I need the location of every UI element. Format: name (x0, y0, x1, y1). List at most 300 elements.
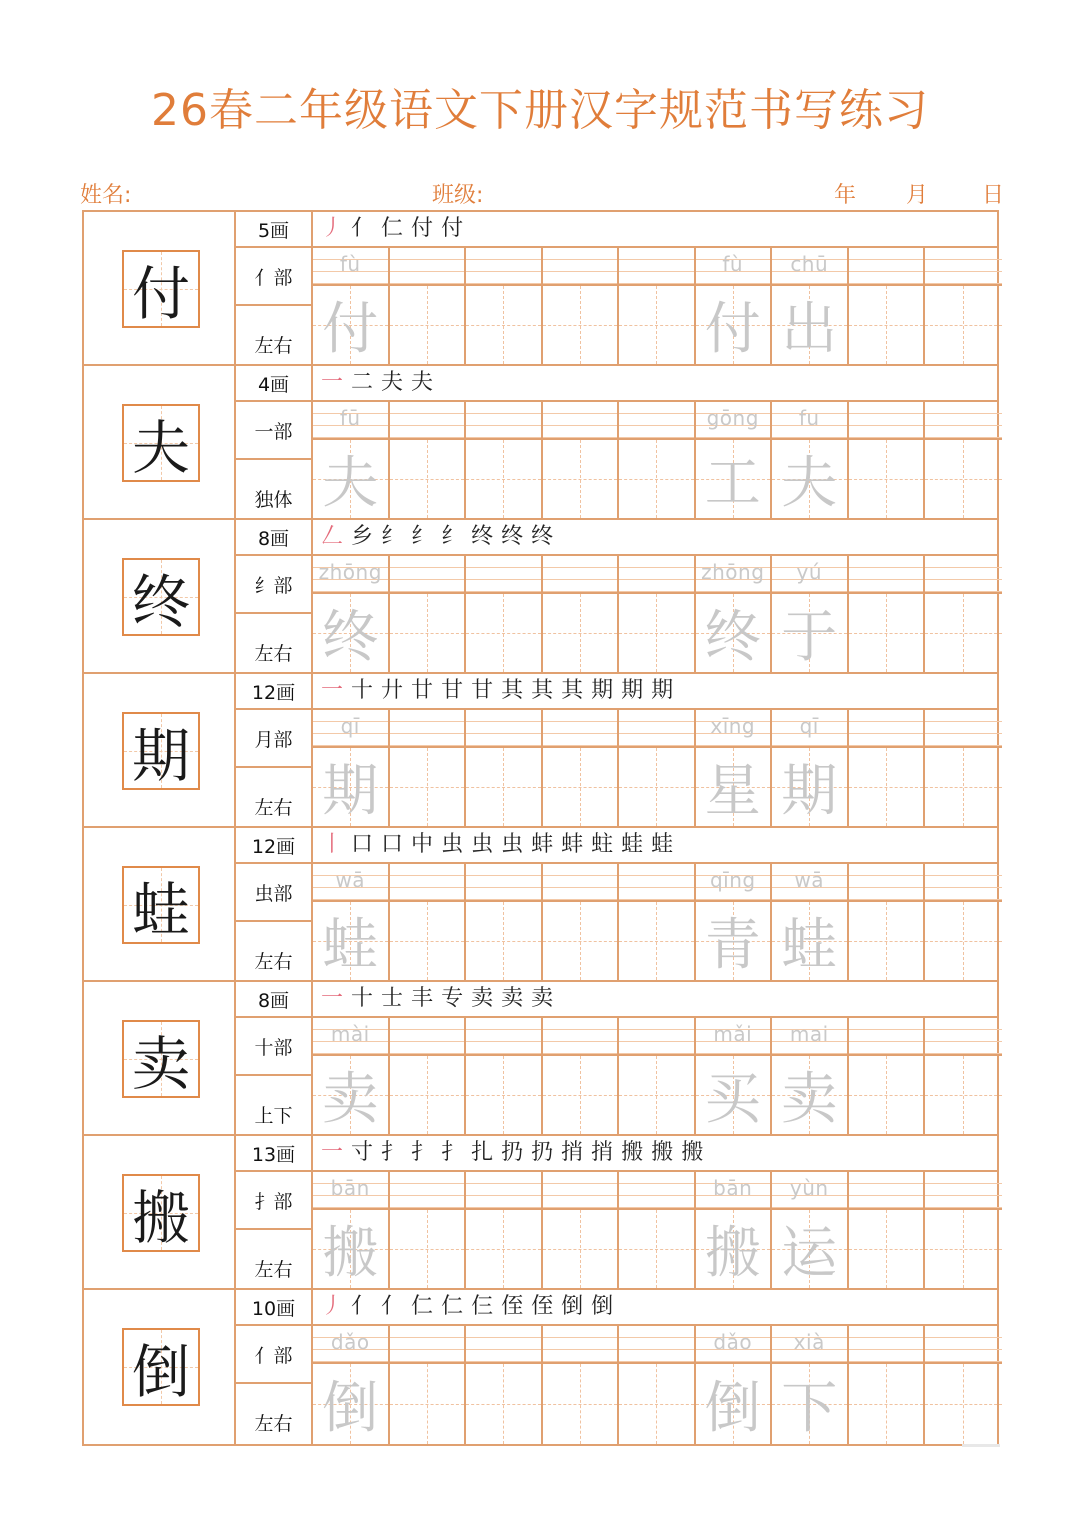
writing-cell[interactable] (390, 1172, 467, 1288)
trace-character: 搬 (322, 1221, 379, 1286)
pinyin-lines (466, 710, 541, 748)
pinyin-lines (543, 710, 618, 748)
writing-cell[interactable] (849, 1018, 926, 1134)
stroke-order-step: 廿 (411, 678, 434, 703)
writing-cell[interactable] (772, 402, 849, 518)
writing-cell[interactable] (849, 1326, 926, 1444)
trace-character: 倒 (322, 1376, 379, 1441)
pinyin-lines (619, 1018, 694, 1056)
writing-cell[interactable] (619, 402, 696, 518)
writing-cell[interactable] (313, 864, 390, 980)
trace-character (849, 594, 924, 672)
trace-character: 期 (781, 759, 838, 824)
tian-grid (313, 440, 388, 518)
writing-cell[interactable] (772, 864, 849, 980)
model-character: 付 (131, 260, 190, 328)
writing-cell[interactable] (696, 710, 773, 826)
model-character-box (122, 1328, 200, 1406)
writing-cell[interactable] (390, 402, 467, 518)
trace-character (543, 594, 618, 672)
writing-cell[interactable] (543, 248, 620, 364)
stroke-order-step: 搬 (621, 1140, 644, 1165)
writing-cell[interactable] (466, 402, 543, 518)
writing-cell[interactable] (313, 248, 390, 364)
tian-grid (696, 748, 771, 826)
tian-grid (390, 286, 465, 364)
tian-grid (313, 1056, 388, 1134)
stroke-order-step: 纟 (441, 524, 464, 549)
pinyin-text: qīng (709, 868, 756, 892)
trace-character (543, 748, 618, 826)
stroke-order-step: 侄 (531, 1294, 554, 1319)
stroke-order-step: 甘 (471, 678, 494, 703)
writing-cell[interactable] (466, 1326, 543, 1444)
pinyin-text: qī (340, 714, 360, 738)
pinyin-lines (772, 402, 847, 440)
trace-character (619, 286, 694, 364)
tian-grid (849, 748, 924, 826)
writing-cell[interactable] (772, 710, 849, 826)
model-character: 倒 (131, 1338, 190, 1406)
writing-cells (313, 864, 997, 980)
writing-cell[interactable] (619, 248, 696, 364)
trace-character (466, 286, 541, 364)
pinyin-text: bān (713, 1176, 753, 1200)
pinyin-text: gōng (706, 406, 759, 430)
radical-label: 虫部 (236, 864, 311, 922)
writing-cell[interactable] (696, 1326, 773, 1444)
tian-grid (466, 1056, 541, 1134)
trace-character (925, 748, 1002, 826)
trace-character (925, 1364, 1002, 1444)
trace-character (390, 440, 465, 518)
tian-grid (543, 1364, 618, 1444)
trace-character: 于 (781, 605, 838, 670)
writing-cell[interactable] (543, 710, 620, 826)
stroke-order-step: 丨 (321, 832, 344, 857)
tian-grid (313, 1210, 388, 1288)
model-character-cell (84, 366, 236, 518)
pinyin-text: dǎo (713, 1330, 753, 1354)
writing-cell[interactable] (619, 864, 696, 980)
writing-cell[interactable] (849, 556, 926, 672)
tian-grid (925, 440, 1002, 518)
stroke-count: 4画 (236, 366, 311, 402)
stroke-order-step: 付 (441, 216, 464, 241)
model-character-box (122, 558, 200, 636)
pinyin-lines (849, 1172, 924, 1210)
tian-grid (772, 594, 847, 672)
writing-cell[interactable] (772, 1172, 849, 1288)
trace-character (466, 1364, 541, 1444)
writing-cell[interactable] (313, 556, 390, 672)
writing-cell[interactable] (696, 864, 773, 980)
trace-character (849, 440, 924, 518)
tian-grid (849, 286, 924, 364)
writing-cell[interactable] (925, 710, 1002, 826)
writing-cell[interactable] (696, 248, 773, 364)
writing-cell[interactable] (390, 1018, 467, 1134)
writing-cell[interactable] (696, 556, 773, 672)
trace-character: 付 (322, 297, 379, 362)
writing-cell[interactable] (619, 1018, 696, 1134)
pinyin-lines (619, 710, 694, 748)
trace-character: 期 (322, 759, 379, 824)
stroke-order-step: 倒 (591, 1294, 614, 1319)
model-character-cell (84, 982, 236, 1134)
writing-cell[interactable] (619, 710, 696, 826)
trace-character: 运 (781, 1221, 838, 1286)
stroke-order-step: 口 (381, 832, 404, 857)
tian-grid (619, 440, 694, 518)
model-character: 搬 (131, 1184, 190, 1252)
stroke-order-step: 廾 (381, 678, 404, 703)
pinyin-text: xīng (710, 714, 756, 738)
writing-cell[interactable] (696, 1172, 773, 1288)
stroke-order-step: 十 (351, 678, 374, 703)
stroke-order-step: 夫 (411, 370, 434, 395)
trace-character (390, 594, 465, 672)
pinyin-lines (543, 402, 618, 440)
stroke-order-step: 纟 (381, 524, 404, 549)
pinyin-lines (619, 864, 694, 902)
writing-cell[interactable] (313, 1172, 390, 1288)
tian-grid (543, 748, 618, 826)
pinyin-text: bān (330, 1176, 370, 1200)
model-character: 蛙 (131, 876, 190, 944)
tian-grid (619, 1210, 694, 1288)
pinyin-lines (849, 710, 924, 748)
pinyin-lines (543, 556, 618, 594)
practice-area (313, 828, 997, 980)
writing-cell[interactable] (466, 710, 543, 826)
writing-cell[interactable] (543, 1018, 620, 1134)
writing-cells (313, 1326, 997, 1444)
pinyin-lines (925, 1172, 1002, 1210)
stroke-order-step: 其 (531, 678, 554, 703)
stroke-order-step: 虫 (441, 832, 464, 857)
trace-character: 付 (704, 297, 761, 362)
stroke-order-step: 一 (321, 678, 344, 703)
pinyin-lines (772, 1326, 847, 1364)
stroke-order-step: 其 (561, 678, 584, 703)
tian-grid (543, 1210, 618, 1288)
radical-label: 一部 (236, 402, 311, 460)
pinyin-lines (313, 1018, 388, 1056)
character-info (236, 1136, 313, 1288)
stroke-order-step: 虫 (471, 832, 494, 857)
stroke-order-row (313, 982, 997, 1018)
pinyin-lines (772, 248, 847, 286)
pinyin-lines (466, 1326, 541, 1364)
writing-cell[interactable] (543, 1172, 620, 1288)
writing-cell[interactable] (390, 556, 467, 672)
structure-label: 左右 (254, 1259, 293, 1281)
writing-cell[interactable] (390, 1326, 467, 1444)
writing-cell[interactable] (466, 556, 543, 672)
writing-cell[interactable] (849, 1172, 926, 1288)
trace-character (543, 1210, 618, 1288)
pinyin-lines (390, 248, 465, 286)
pinyin-lines (619, 556, 694, 594)
stroke-order-step: 𠃋 (321, 524, 344, 549)
trace-character: 终 (322, 605, 379, 670)
writing-cell[interactable] (849, 248, 926, 364)
character-block (84, 520, 997, 674)
tian-grid (696, 1364, 771, 1444)
writing-cell[interactable] (619, 1172, 696, 1288)
pinyin-lines (313, 710, 388, 748)
trace-character (849, 286, 924, 364)
pinyin-lines (849, 248, 924, 286)
practice-area (313, 520, 997, 672)
stroke-order-step: 口 (351, 832, 374, 857)
stroke-order-step: 虫 (501, 832, 524, 857)
writing-cell[interactable] (466, 1018, 543, 1134)
radical-label: 扌部 (236, 1172, 311, 1230)
stroke-order-row (313, 828, 997, 864)
pinyin-lines (925, 556, 1002, 594)
pinyin-lines (543, 864, 618, 902)
trace-character (925, 286, 1002, 364)
tian-grid (849, 440, 924, 518)
writing-cell[interactable] (313, 710, 390, 826)
writing-cell[interactable] (696, 1018, 773, 1134)
writing-cell[interactable] (925, 1018, 1002, 1134)
tian-grid (925, 286, 1002, 364)
trace-character (849, 902, 924, 980)
pinyin-text: fù (722, 252, 744, 276)
pinyin-text: fu (798, 406, 820, 430)
writing-cell[interactable] (619, 1326, 696, 1444)
pinyin-text: qī (799, 714, 819, 738)
month-label: 月 (906, 183, 929, 208)
tian-grid (390, 440, 465, 518)
stroke-order-step: 丿 (321, 216, 344, 241)
tian-grid (619, 594, 694, 672)
trace-character (619, 440, 694, 518)
pinyin-lines (849, 864, 924, 902)
pinyin-lines (390, 1326, 465, 1364)
pinyin-lines (466, 1172, 541, 1210)
pinyin-lines (619, 402, 694, 440)
tian-grid (925, 1364, 1002, 1444)
trace-character: 卖 (322, 1067, 379, 1132)
stroke-order-step: 仨 (471, 1294, 494, 1319)
pinyin-lines (390, 1172, 465, 1210)
pinyin-lines (313, 556, 388, 594)
tian-grid (925, 1056, 1002, 1134)
tian-grid (466, 902, 541, 980)
practice-area (313, 212, 997, 364)
practice-area (313, 1290, 997, 1444)
practice-sheet (82, 210, 999, 1446)
character-block (84, 674, 997, 828)
tian-grid (696, 902, 771, 980)
stroke-order-step: 扌 (441, 1140, 464, 1165)
trace-character (466, 748, 541, 826)
writing-cell[interactable] (313, 1018, 390, 1134)
stroke-order-step: 仁 (381, 216, 404, 241)
stroke-order-step: 扎 (471, 1140, 494, 1165)
writing-cell[interactable] (543, 1326, 620, 1444)
tian-grid (696, 1210, 771, 1288)
stroke-order-row (313, 674, 997, 710)
stroke-order-step: 十 (351, 986, 374, 1011)
tian-grid (849, 902, 924, 980)
pinyin-lines (849, 1326, 924, 1364)
tian-grid (313, 1364, 388, 1444)
trace-character (543, 440, 618, 518)
tian-grid (390, 594, 465, 672)
trace-character (390, 1056, 465, 1134)
pinyin-text: yùn (789, 1176, 829, 1200)
writing-cell[interactable] (772, 556, 849, 672)
pinyin-text: mài (330, 1022, 370, 1046)
page-title: 26春二年级语文下册汉字规范书写练习 (151, 85, 929, 136)
stroke-count: 13画 (236, 1136, 311, 1172)
class-label: 班级: (432, 183, 484, 208)
model-character-box (122, 404, 200, 482)
year-label: 年 (834, 183, 857, 208)
stroke-order-step: 终 (471, 524, 494, 549)
tian-grid (466, 1364, 541, 1444)
pinyin-lines (696, 710, 771, 748)
trace-character: 蛙 (322, 913, 379, 978)
writing-cell[interactable] (849, 710, 926, 826)
stroke-order-step: 纟 (411, 524, 434, 549)
writing-cell[interactable] (772, 248, 849, 364)
trace-character (619, 902, 694, 980)
stroke-order-step: 蛙 (651, 832, 674, 857)
model-character: 夫 (131, 414, 190, 482)
stroke-count: 12画 (236, 674, 311, 710)
stroke-order-step: 蛙 (621, 832, 644, 857)
stroke-count: 5画 (236, 212, 311, 248)
pinyin-lines (925, 402, 1002, 440)
tian-grid (925, 1210, 1002, 1288)
writing-cell[interactable] (466, 864, 543, 980)
tian-grid (543, 1056, 618, 1134)
writing-cell[interactable] (849, 402, 926, 518)
pinyin-text: fū (339, 406, 361, 430)
stroke-order-step: 士 (381, 986, 404, 1011)
tian-grid (466, 286, 541, 364)
character-info (236, 212, 313, 364)
writing-cell[interactable] (696, 402, 773, 518)
stroke-order-step: 仁 (441, 1294, 464, 1319)
pinyin-text: fù (339, 252, 361, 276)
tian-grid (313, 594, 388, 672)
pinyin-lines (849, 402, 924, 440)
pinyin-text: zhōng (318, 560, 382, 584)
tian-grid (772, 286, 847, 364)
writing-cell[interactable] (390, 710, 467, 826)
structure-label: 左右 (254, 335, 293, 357)
practice-area (313, 982, 997, 1134)
writing-cell[interactable] (543, 556, 620, 672)
stroke-count: 12画 (236, 828, 311, 864)
pinyin-lines (543, 1172, 618, 1210)
tian-grid (772, 440, 847, 518)
stroke-order-step: 期 (651, 678, 674, 703)
pinyin-lines (925, 1018, 1002, 1056)
trace-character: 工 (704, 451, 761, 516)
model-character: 终 (131, 568, 190, 636)
writing-cell[interactable] (466, 1172, 543, 1288)
character-block (84, 366, 997, 520)
pinyin-lines (696, 248, 771, 286)
pinyin-text: yú (796, 560, 822, 584)
trace-character (925, 1056, 1002, 1134)
footer-mark (962, 1444, 1000, 1447)
tian-grid (466, 1210, 541, 1288)
writing-cell[interactable] (925, 402, 1002, 518)
writing-cell[interactable] (772, 1326, 849, 1444)
trace-character (543, 1364, 618, 1444)
stroke-order-step: 中 (411, 832, 434, 857)
stroke-order-step: 搬 (681, 1140, 704, 1165)
tian-grid (543, 440, 618, 518)
pinyin-lines (390, 710, 465, 748)
stroke-order-step: 寸 (351, 1140, 374, 1165)
pinyin-lines (313, 1326, 388, 1364)
trace-character (925, 594, 1002, 672)
writing-cell[interactable] (313, 1326, 390, 1444)
trace-character (466, 902, 541, 980)
tian-grid (849, 594, 924, 672)
pinyin-lines (543, 1018, 618, 1056)
trace-character (466, 1056, 541, 1134)
trace-character: 下 (781, 1376, 838, 1441)
writing-cell[interactable] (772, 1018, 849, 1134)
pinyin-lines (849, 556, 924, 594)
tian-grid (543, 902, 618, 980)
model-character-cell (84, 828, 236, 980)
pinyin-lines (313, 248, 388, 286)
trace-character: 蛙 (781, 913, 838, 978)
tian-grid (466, 748, 541, 826)
writing-cell[interactable] (466, 248, 543, 364)
tian-grid (619, 902, 694, 980)
stroke-order-step: 蚌 (531, 832, 554, 857)
stroke-order-step: 终 (501, 524, 524, 549)
tian-grid (313, 286, 388, 364)
stroke-order-row (313, 1136, 997, 1172)
writing-cell[interactable] (925, 1326, 1002, 1444)
writing-cell[interactable] (543, 864, 620, 980)
writing-cell[interactable] (925, 1172, 1002, 1288)
writing-cell[interactable] (925, 248, 1002, 364)
trace-character (543, 1056, 618, 1134)
character-info (236, 520, 313, 672)
writing-cell[interactable] (313, 402, 390, 518)
stroke-order-step: 期 (621, 678, 644, 703)
writing-cell[interactable] (925, 556, 1002, 672)
writing-cell[interactable] (543, 402, 620, 518)
pinyin-lines (543, 1326, 618, 1364)
pinyin-lines (925, 248, 1002, 286)
tian-grid (849, 1056, 924, 1134)
writing-cell[interactable] (390, 248, 467, 364)
writing-cell[interactable] (619, 556, 696, 672)
tian-grid (925, 594, 1002, 672)
character-block (84, 1290, 997, 1444)
writing-cell[interactable] (925, 864, 1002, 980)
writing-cell[interactable] (849, 864, 926, 980)
writing-cell[interactable] (390, 864, 467, 980)
tian-grid (543, 286, 618, 364)
